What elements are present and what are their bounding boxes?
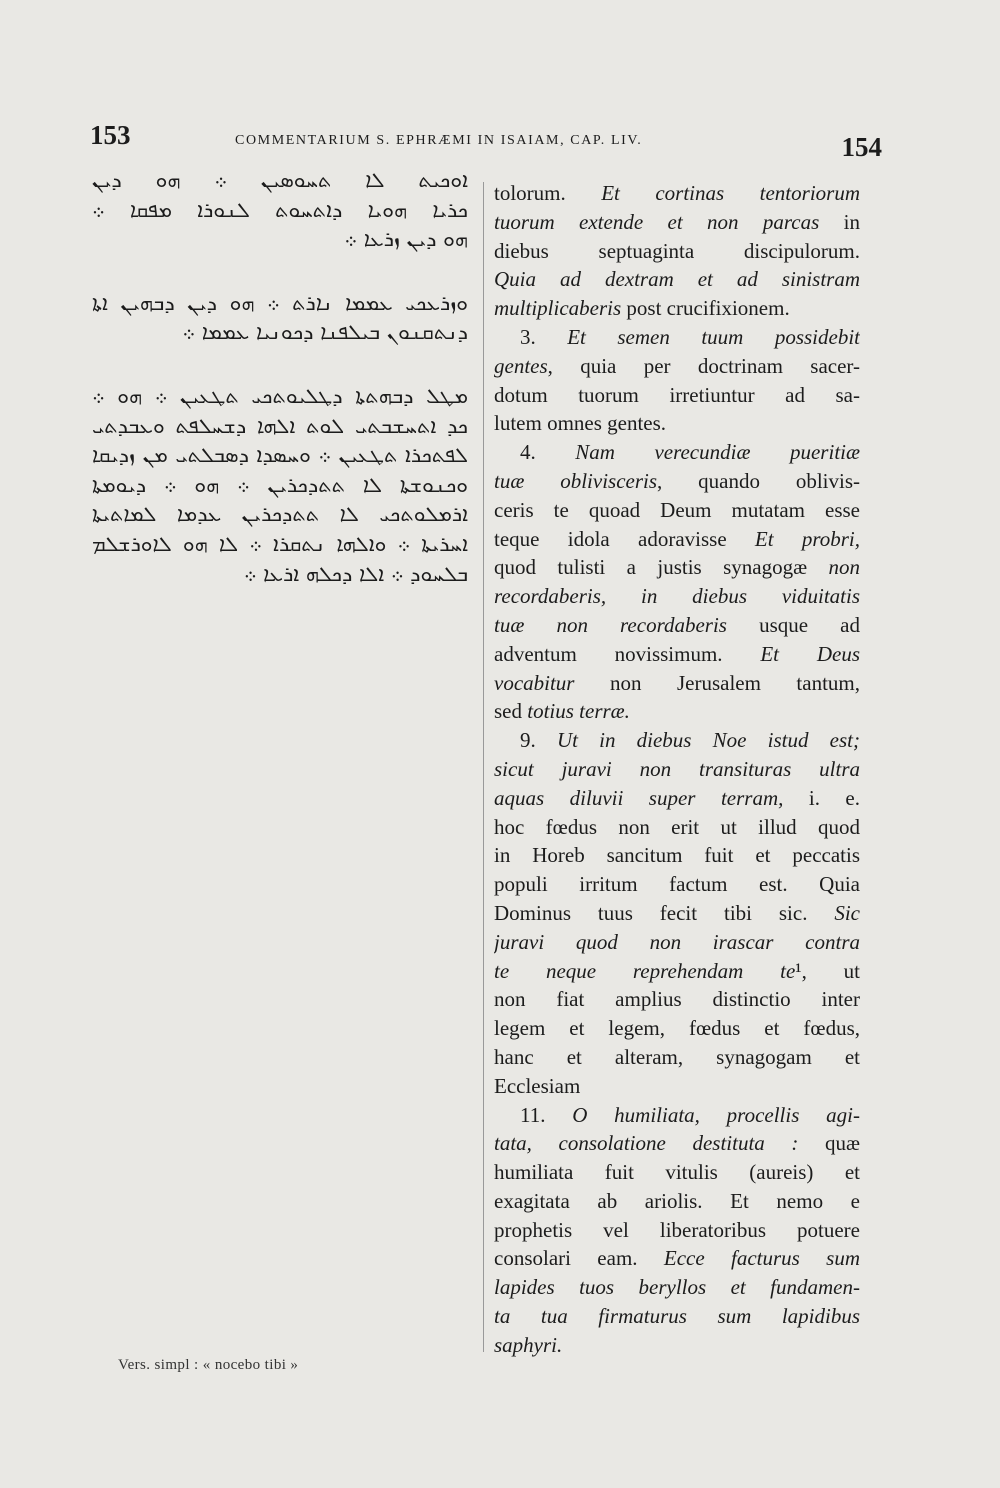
page-number-left: 153: [90, 120, 131, 150]
syriac-line: ܠܦܬܟܪܐ ܬܛܥܝܢ ܀ ܘܚܣܕܐ ܕܣܒܠܬܝ ܡܢ ܙܕܝܩܐ: [92, 443, 468, 468]
latin-line: non fiat amplius distinctio inter: [494, 987, 860, 1012]
syriac-line: ܟܕ ܐܬܚܫܒܬܝ ܠܘܬ ܐܠܗܐ ܕܫܚܠܦܬ ܘܥܒܕܬܝ: [92, 413, 468, 438]
page-header: [90, 118, 882, 162]
latin-line: lapides tuos beryllos et fundamen-: [494, 1275, 860, 1300]
latin-line: vocabitur non Jerusalem tantum,: [494, 670, 860, 695]
latin-line: ceris te quoad Deum mutatam esse: [494, 497, 860, 522]
latin-line: 3. Et semen tuum possidebit: [520, 324, 860, 349]
latin-line: recordaberis, in diebus viduitatis: [494, 584, 860, 609]
syriac-line: ܘܙܪܥܟܝ ܥܡܡܐ ܢܐܪܬ ܀ ܗܘ ܕܝܢ ܕܒܗܝܢ ܐܬܐ: [92, 290, 468, 315]
syriac-line: ܒܠܚܘܕ ܀ ܐܠܐ ܕܟܠܗ ܐܪܥܐ ܀: [243, 561, 468, 586]
latin-line: lutem omnes gentes.: [494, 411, 667, 436]
syriac-line: ܕܢܬܩܢܘܢ ܒܝܠܦܢܐ ܕܟܘܢܝܐ ܥܡܡܐ ܀: [182, 320, 468, 345]
column-divider: [483, 182, 484, 1352]
latin-line: aquas diluvii super terram, i. e.: [494, 785, 860, 810]
syriac-paragraph: [92, 382, 468, 589]
latin-line: hoc fœdus non erit ut illud quod: [494, 814, 860, 839]
syriac-line: ܐܘܟܝܬ ܠܐ ܬܚܘܣܝܢ ܀ ܗܘ ܕܝܢ: [92, 168, 468, 192]
latin-line: quod tulisti a justis synagogæ non: [494, 555, 860, 580]
latin-line: te neque reprehendam te¹, ut: [494, 958, 860, 983]
latin-line: dotum tuorum irretiuntur ad sa-: [494, 382, 860, 407]
latin-line: multiplicaberis post crucifixionem.: [494, 296, 790, 321]
latin-line: exagitata ab ariolis. Et nemo e: [494, 1188, 860, 1213]
latin-line: teque idola adoravisse Et probri,: [494, 526, 860, 551]
latin-line: hanc et alteram, synagogam et: [494, 1044, 860, 1069]
syriac-line: ܐܪܡܠܘܬܟܝ ܠܐ ܬܬܕܟܪܝܢ ܥܕܡܐ ܠܡܐܬܝܬܐ: [92, 502, 468, 527]
page-number-right: 154: [841, 132, 882, 162]
latin-line: tuæ oblivisceris, quando oblivis-: [494, 468, 860, 493]
footnote: Vers. simpl : « nocebo tibi »: [118, 1357, 299, 1373]
latin-line: tuorum extende et non parcas in: [494, 209, 860, 234]
syriac-line: ܗܘ ܕܝܢ ܙܪܥܐ ܀: [344, 227, 468, 252]
latin-line: consolari eam. Ecce facturus sum: [494, 1246, 860, 1271]
syriac-line: ܡܛܠ ܕܒܗܬܬܐ ܕܛܠܝܘܬܟܝ ܬܛܥܝܢ ܀ ܗܘ ܀: [92, 383, 468, 408]
latin-line: populi irritum factum est. Quia: [494, 872, 860, 897]
latin-line: saphyri.: [494, 1332, 563, 1357]
syriac-paragraph: [92, 289, 468, 348]
syriac-line: ܟܪܝܐ ܗܘܝܐ ܕܐܬܚܘܬ ܠܢܘܪܐ ܡܦܩܐ ܀: [92, 197, 468, 222]
latin-line: tuæ non recordaberis usque ad: [494, 612, 860, 637]
latin-line: prophetis vel liberatoribus potuere: [494, 1217, 860, 1242]
latin-line: ta tua firmaturus sum lapidibus: [494, 1304, 860, 1329]
latin-column: [494, 179, 860, 1360]
latin-line: Ecclesiam: [494, 1073, 581, 1098]
latin-line: tolorum. Et cortinas tentoriorum: [494, 181, 860, 205]
syriac-line: ܘܟܢܘܫܬܐ ܠܐ ܬܬܕܟܪܝܢ ܀ ܗܘ ܀ ܕܝܘܡܬܐ: [92, 472, 468, 497]
latin-line: juravi quod non irascar contra: [494, 929, 860, 954]
latin-line: sicut juravi non transituras ultra: [494, 756, 860, 781]
latin-line: humiliata fuit vitulis (aureis) et: [494, 1160, 860, 1185]
latin-line: sed totius terræ.: [494, 699, 630, 724]
syriac-paragraph: [92, 166, 468, 255]
latin-line: 11. O humiliata, procellis agi-: [520, 1102, 860, 1127]
running-title: COMMENTARIUM S. EPHRÆMI IN ISAIAM, CAP. LIV.: [235, 133, 643, 148]
latin-line: 9. Ut in diebus Noe istud est;: [520, 728, 860, 753]
syriac-column: [92, 166, 468, 623]
latin-line: gentes, quia per doctrinam sacer-: [494, 353, 860, 378]
latin-line: Dominus tuus fecit tibi sic. Sic: [494, 900, 860, 925]
latin-line: diebus septuaginta discipulorum.: [494, 238, 860, 263]
latin-line: legem et legem, fœdus et fœdus,: [494, 1016, 860, 1041]
latin-line: in Horeb sancitum fuit et peccatis: [494, 843, 860, 868]
latin-line: 4. Nam verecundiæ pueritiæ: [520, 440, 860, 465]
latin-line: tata, consolatione destituta : quæ: [494, 1131, 860, 1156]
syriac-line: ܐܚܪܝܬܐ ܀ ܘܐܠܗܐ ܢܬܩܪܐ ܀ ܠܐ ܗܘ ܠܐܘܪܫܠܡ: [92, 531, 468, 556]
latin-line: adventum novissimum. Et Deus: [494, 641, 860, 666]
latin-line: Quia ad dextram et ad sinistram: [494, 267, 860, 292]
